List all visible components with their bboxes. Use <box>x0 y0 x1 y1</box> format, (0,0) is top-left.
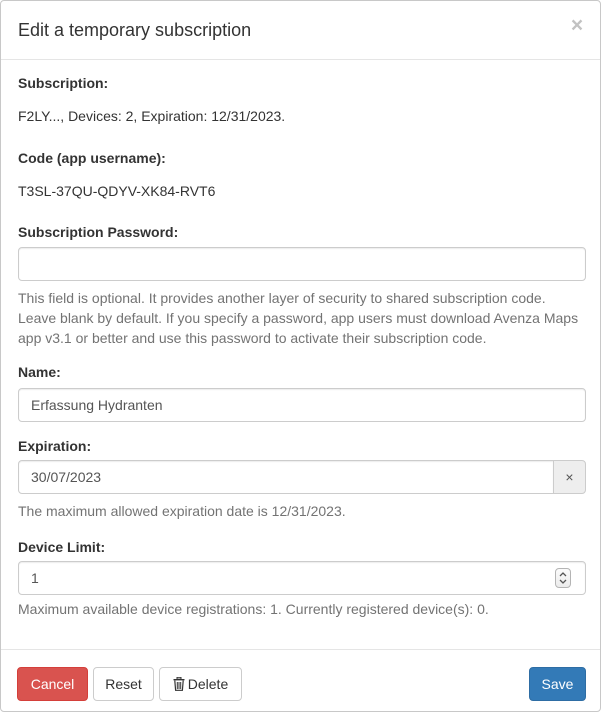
reset-button[interactable]: Reset <box>93 667 154 701</box>
modal-footer <box>1 649 600 712</box>
password-help-line: Leave blank by default. If you specify a password, app users must download Avenza Maps <box>18 310 579 326</box>
name-label: Name: <box>18 364 61 380</box>
password-label: Subscription Password: <box>18 224 179 240</box>
device-limit-input[interactable] <box>18 561 586 595</box>
expiration-input[interactable] <box>18 460 554 494</box>
expiration-label: Expiration: <box>18 438 92 454</box>
password-input[interactable] <box>18 247 586 281</box>
password-help-line: app v3.1 or better and use this password to activate their subscription code. <box>18 330 487 346</box>
password-help-line: This field is optional. It provides another layer of security to shared subscription code. <box>18 290 546 306</box>
close-icon[interactable]: × <box>570 14 584 37</box>
subscription-label: Subscription: <box>18 75 109 91</box>
subscription-value: F2LY..., Devices: 2, Expiration: 12/31/2023. <box>18 108 286 124</box>
trash-icon <box>173 670 185 702</box>
password-help <box>18 288 584 348</box>
save-button[interactable]: Save <box>529 667 586 701</box>
name-input[interactable] <box>18 388 586 422</box>
modal-title: Edit a temporary subscription <box>18 20 252 40</box>
delete-label: Delete <box>187 676 229 692</box>
cancel-button[interactable]: Cancel <box>17 667 88 701</box>
delete-button[interactable] <box>159 667 242 701</box>
device-limit-help: Maximum available device registrations: 1. Currently registered device(s): 0. <box>18 601 489 617</box>
modal-header <box>1 1 600 60</box>
code-value: T3SL-37QU-QDYV-XK84-RVT6 <box>18 183 216 199</box>
expiration-help: The maximum allowed expiration date is 12/31/2023. <box>18 503 346 519</box>
clear-icon[interactable]: × <box>553 460 586 494</box>
code-label: Code (app username): <box>18 150 166 166</box>
spinner-arrows-icon[interactable] <box>555 568 571 588</box>
device-limit-label: Device Limit: <box>18 539 106 555</box>
